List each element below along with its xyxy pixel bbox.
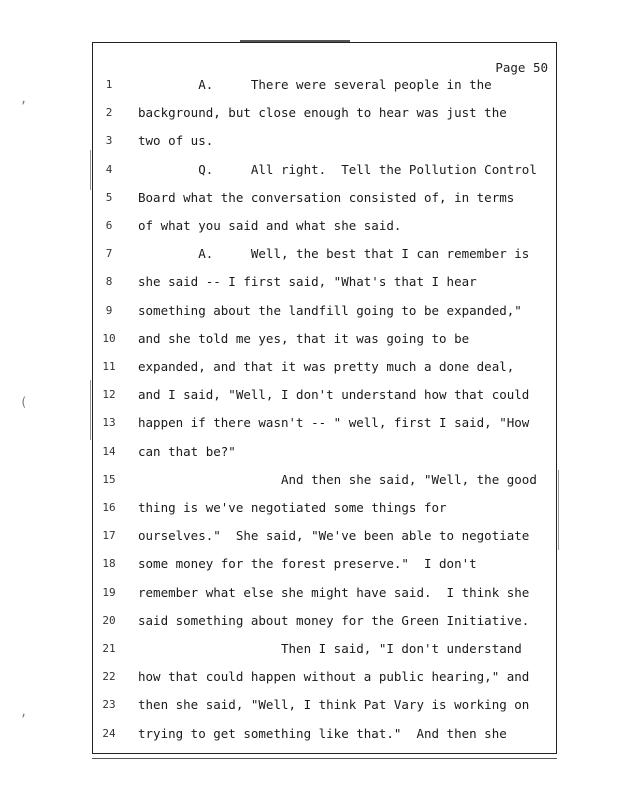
line-number: 20 (102, 613, 116, 627)
margin-tick: , (20, 705, 28, 719)
transcript-line (92, 356, 557, 378)
transcript-line (92, 243, 557, 265)
line-number: 15 (102, 472, 116, 486)
line-number: 23 (102, 698, 116, 712)
line-text: said something about money for the Green Initiative. (138, 612, 530, 628)
transcript-line (92, 412, 557, 434)
line-text: she said -- I first said, "What's that I hear (138, 274, 477, 290)
line-number: 9 (105, 303, 113, 317)
line-text: happen if there wasn't -- " well, first I said, "How (138, 415, 530, 431)
line-number: 2 (105, 106, 113, 120)
transcript-line (92, 694, 557, 716)
line-text: something about the landfill going to be expanded," (138, 302, 522, 318)
transcript-line (92, 469, 557, 491)
transcript-line (92, 497, 557, 519)
line-number: 5 (105, 190, 113, 204)
line-number: 21 (102, 642, 116, 655)
line-number: 11 (102, 360, 116, 373)
line-number: 7 (105, 247, 113, 261)
transcript-line (92, 74, 557, 96)
line-text: Q. All right. Tell the Pollution Control (138, 161, 537, 177)
line-text: remember what else she might have said. I think she (138, 584, 530, 600)
line-number: 18 (102, 557, 116, 571)
transcript-line (92, 441, 557, 463)
line-text: ourselves." She said, "We've been able to negotiate (138, 528, 530, 544)
line-text: two of us. (138, 133, 214, 149)
transcript-line (92, 102, 557, 124)
transcript-line (92, 553, 557, 575)
line-number: 19 (102, 585, 116, 599)
line-number: 3 (105, 134, 113, 148)
scan-edge-mark (558, 470, 559, 550)
transcript-line (92, 525, 557, 547)
transcript-line (92, 328, 557, 350)
transcript-line (92, 666, 557, 688)
transcript-line (92, 610, 557, 632)
transcript-line (92, 582, 557, 604)
margin-tick: , (20, 92, 28, 106)
transcript-line (92, 638, 557, 660)
line-text: some money for the forest preserve." I don't (138, 556, 477, 572)
transcript-line (92, 215, 557, 237)
line-text: of what you said and what she said. (138, 218, 402, 233)
line-text: and I said, "Well, I don't understand how that could (138, 387, 530, 403)
line-number: 8 (105, 275, 113, 289)
line-text: expanded, and that it was pretty much a done deal, (138, 359, 515, 374)
line-text: Then I said, "I don't understand (138, 641, 522, 656)
line-number: 16 (102, 501, 116, 514)
margin-tick: ( (20, 395, 28, 409)
page-number: Page 50 (495, 60, 548, 75)
line-text: And then she said, "Well, the good (138, 471, 537, 487)
transcript-line (92, 187, 557, 209)
line-text: and she told me yes, that it was going to be (138, 330, 470, 346)
line-text: Board what the conversation consisted of, in terms (138, 189, 515, 205)
line-text: can that be?" (138, 443, 236, 459)
transcript-line (92, 300, 557, 322)
line-number: 1 (105, 78, 113, 91)
line-text: thing is we've negotiated some things for (138, 500, 447, 515)
scan-edge-mark (90, 150, 91, 190)
transcript-line (92, 159, 557, 181)
line-number: 4 (105, 162, 113, 176)
line-number: 10 (102, 331, 116, 345)
line-text: A. There were several people in the (138, 77, 492, 92)
line-text: background, but close enough to hear was just the (138, 105, 507, 121)
line-number: 22 (102, 670, 116, 684)
line-number: 17 (102, 529, 116, 543)
line-number: 12 (102, 388, 116, 402)
transcript-line (92, 384, 557, 406)
transcript-line (92, 723, 557, 745)
line-number: 13 (102, 416, 116, 430)
line-text: then she said, "Well, I think Pat Vary is working on (138, 697, 530, 713)
line-text: how that could happen without a public hearing," and (138, 669, 530, 685)
transcript-line (92, 271, 557, 293)
scan-edge-mark (90, 380, 91, 440)
line-number: 14 (102, 444, 116, 458)
line-number: 24 (102, 726, 116, 740)
line-number: 6 (105, 219, 113, 232)
line-text: trying to get something like that." And then she (138, 725, 507, 741)
line-text: A. Well, the best that I can remember is (138, 246, 530, 262)
transcript-line (92, 130, 557, 152)
bottom-rule (92, 758, 557, 759)
